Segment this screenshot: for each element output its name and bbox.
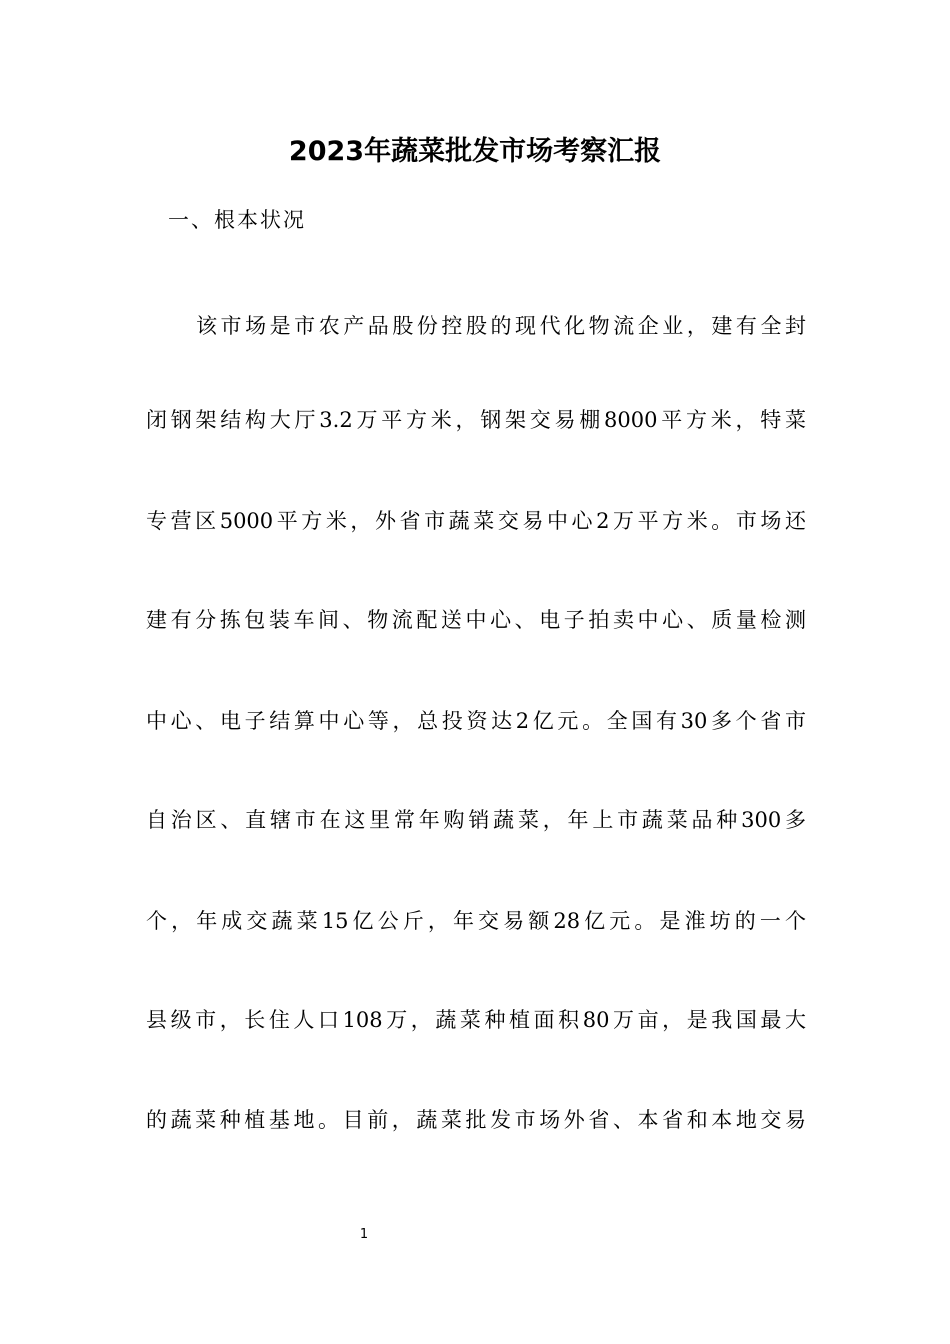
paragraph-line: 自治区、直辖市在这里常年购销蔬菜，年上市蔬菜品种300多 (146, 808, 806, 832)
paragraph-line: 中心、电子结算中心等，总投资达2亿元。全国有30多个省市 (146, 709, 806, 733)
section-heading: 一、根本状况 (168, 208, 306, 232)
document-title: 2023年蔬菜批发市场考察汇报 (288, 136, 662, 167)
paragraph-line: 建有分拣包装车间、物流配送中心、电子拍卖中心、质量检测 (146, 608, 806, 632)
paragraph-line: 闭钢架结构大厅3.2万平方米，钢架交易棚8000平方米，特菜 (146, 408, 806, 432)
paragraph-line: 县级市，长住人口108万，蔬菜种植面积80万亩，是我国最大 (146, 1008, 806, 1032)
paragraph-line: 的蔬菜种植基地。目前，蔬菜批发市场外省、本省和本地交易 (146, 1108, 806, 1132)
paragraph-line: 专营区5000平方米，外省市蔬菜交易中心2万平方米。市场还 (146, 509, 806, 533)
paragraph-line: 该市场是市农产品股份控股的现代化物流企业，建有全封 (196, 314, 806, 338)
paragraph-line: 个，年成交蔬菜15亿公斤，年交易额28亿元。是淮坊的一个 (146, 909, 806, 933)
page-number: 1 (359, 1227, 369, 1242)
